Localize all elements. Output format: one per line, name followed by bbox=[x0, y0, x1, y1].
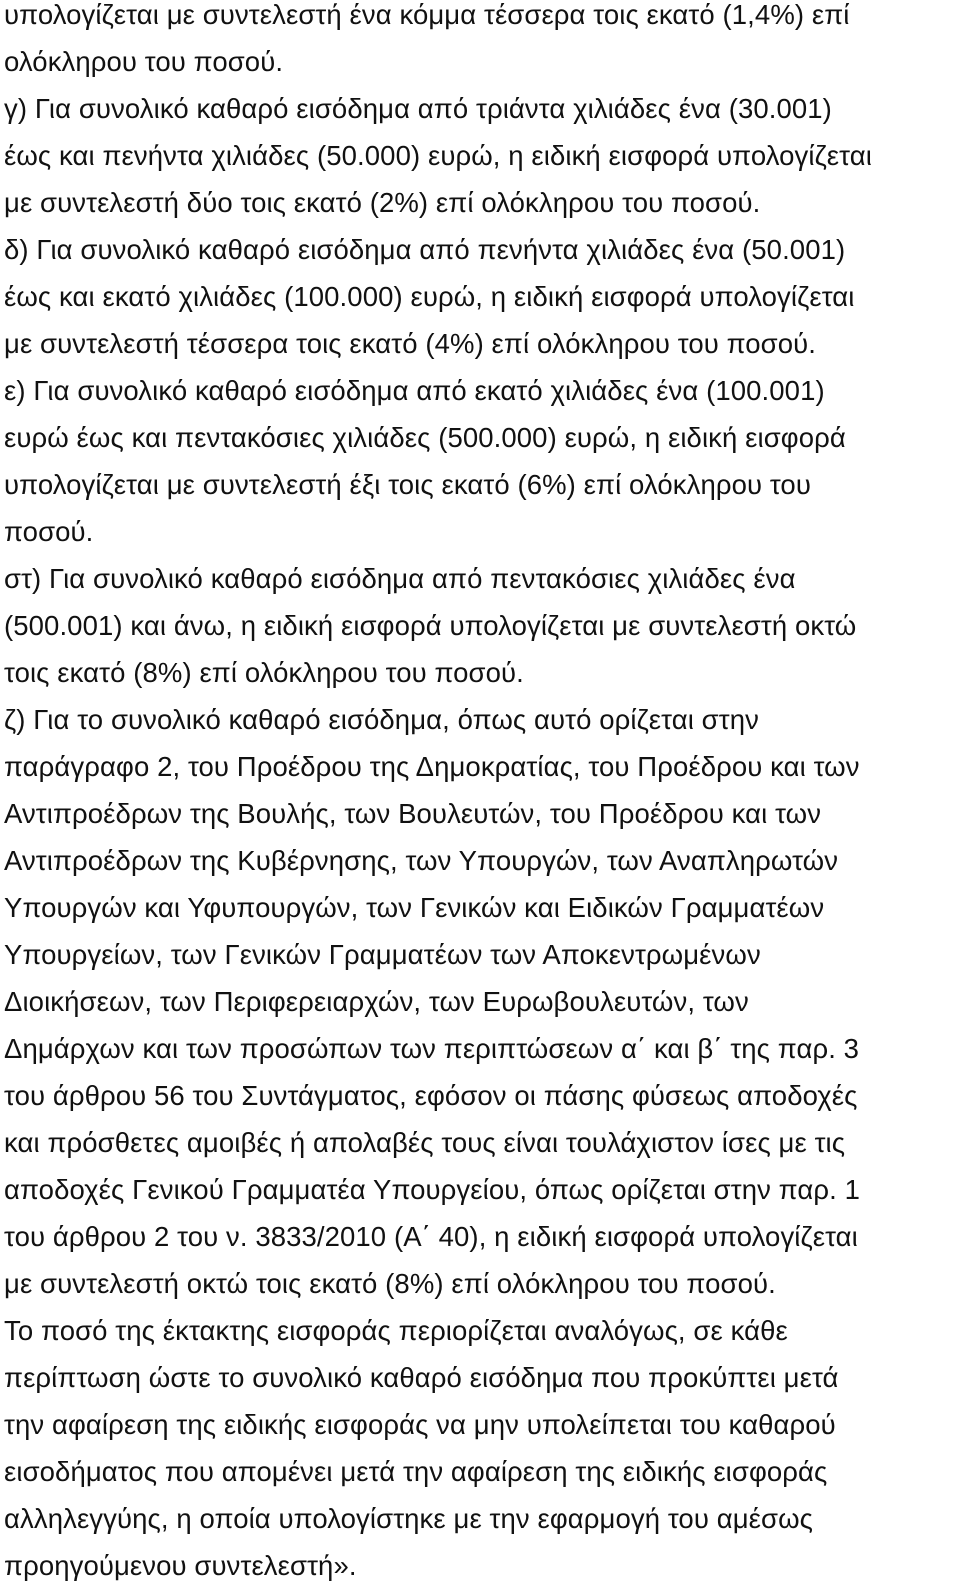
text-line: Διοικήσεων, των Περιφερειαρχών, των Ευρωβουλευτών, των bbox=[4, 986, 749, 1017]
text-line: (500.001) και άνω, η ειδική εισφορά υπολογίζεται με συντελεστή οκτώ bbox=[4, 610, 857, 641]
text-line: υπολογίζεται με συντελεστή έξι τοις εκατό (6%) επί ολόκληρου του bbox=[4, 469, 811, 500]
text-line: ε) Για συνολικό καθαρό εισόδημα από εκατό χιλιάδες ένα (100.001) bbox=[4, 375, 825, 406]
text-line: με συντελεστή δύο τοις εκατό (2%) επί ολόκληρου του ποσού. bbox=[4, 187, 761, 218]
text-line: ολόκληρου του ποσού. bbox=[4, 46, 284, 77]
text-line: Αντιπροέδρων της Κυβέρνησης, των Υπουργών, των Αναπληρωτών bbox=[4, 845, 839, 876]
text-line: έως και εκατό χιλιάδες (100.000) ευρώ, η ειδική εισφορά υπολογίζεται bbox=[4, 281, 855, 312]
text-line: δ) Για συνολικό καθαρό εισόδημα από πενήντα χιλιάδες ένα (50.001) bbox=[4, 234, 846, 265]
text-line: γ) Για συνολικό καθαρό εισόδημα από τριάντα χιλιάδες ένα (30.001) bbox=[4, 93, 832, 124]
text-line: τοις εκατό (8%) επί ολόκληρου του ποσού. bbox=[4, 657, 524, 688]
text-line: εισοδήματος που απομένει μετά την αφαίρεση της ειδικής εισφοράς bbox=[4, 1456, 828, 1487]
text-line: Υπουργών και Υφυπουργών, των Γενικών και Ειδικών Γραμματέων bbox=[4, 892, 825, 923]
text-line: με συντελεστή οκτώ τοις εκατό (8%) επί ολόκληρου του ποσού. bbox=[4, 1268, 776, 1299]
text-line: έως και πενήντα χιλιάδες (50.000) ευρώ, η ειδική εισφορά υπολογίζεται bbox=[4, 140, 872, 171]
text-line: του άρθρου 56 του Συντάγματος, εφόσον οι πάσης φύσεως αποδοχές bbox=[4, 1080, 858, 1111]
text-line: ευρώ έως και πεντακόσιες χιλιάδες (500.000) ευρώ, η ειδική εισφορά bbox=[4, 422, 846, 453]
text-line: παράγραφο 2, του Προέδρου της Δημοκρατίας, του Προέδρου και των bbox=[4, 751, 860, 782]
text-line: υπολογίζεται με συντελεστή ένα κόμμα τέσσερα τοις εκατό (1,4%) επί bbox=[4, 0, 850, 30]
text-line: ζ) Για το συνολικό καθαρό εισόδημα, όπως αυτό ορίζεται στην bbox=[4, 704, 759, 735]
text-line: ποσού. bbox=[4, 516, 94, 547]
text-line: προηγούμενου συντελεστή». bbox=[4, 1550, 357, 1581]
text-line: Δημάρχων και των προσώπων των περιπτώσεων α΄ και β΄ της παρ. 3 bbox=[4, 1033, 860, 1064]
text-line: Το ποσό της έκτακτης εισφοράς περιορίζεται αναλόγως, σε κάθε bbox=[4, 1315, 788, 1346]
text-line: του άρθρου 2 του ν. 3833/2010 (Α΄ 40), η ειδική εισφορά υπολογίζεται bbox=[4, 1221, 858, 1252]
text-line: περίπτωση ώστε το συνολικό καθαρό εισόδημα που προκύπτει μετά bbox=[4, 1362, 839, 1393]
text-line: και πρόσθετες αμοιβές ή απολαβές τους είναι τουλάχιστον ίσες με τις bbox=[4, 1127, 846, 1158]
text-line: αποδοχές Γενικού Γραμματέα Υπουργείου, όπως ορίζεται στην παρ. 1 bbox=[4, 1174, 860, 1205]
text-line: αλληλεγγύης, η οποία υπολογίστηκε με την εφαρμογή του αμέσως bbox=[4, 1503, 813, 1534]
text-line: στ) Για συνολικό καθαρό εισόδημα από πεντακόσιες χιλιάδες ένα bbox=[4, 563, 796, 594]
text-line: την αφαίρεση της ειδικής εισφοράς να μην υπολείπεται του καθαρού bbox=[4, 1409, 836, 1440]
text-line: Υπουργείων, των Γενικών Γραμματέων των Αποκεντρωμένων bbox=[4, 939, 761, 970]
text-line: Αντιπροέδρων της Βουλής, των Βουλευτών, του Προέδρου και των bbox=[4, 798, 822, 829]
document-body bbox=[4, 0, 956, 1589]
text-line: με συντελεστή τέσσερα τοις εκατό (4%) επί ολόκληρου του ποσού. bbox=[4, 328, 817, 359]
